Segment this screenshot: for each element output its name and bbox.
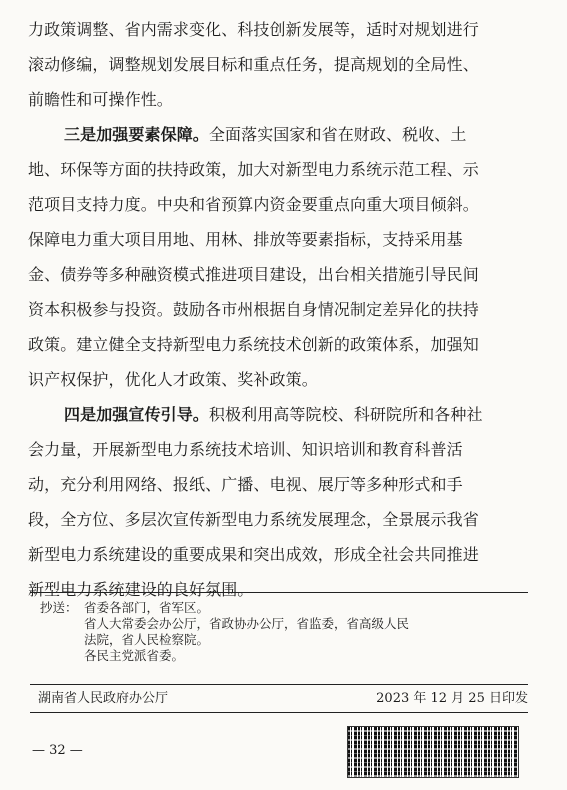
text-line: 政策。建立健全支持新型电力系统技术创新的政策体系，加强知 (28, 335, 479, 354)
text-line: 金、债券等多种融资模式推进项目建设，出台相关措施引导民间 (28, 265, 479, 284)
cc-recipients: 省人大常委会办公厅，省政协办公厅，省监委，省高级人民 (84, 616, 410, 631)
issuer-bottom-rule (30, 712, 528, 713)
text-line: 资本积极参与投资。鼓励各市州根据自身情况制定差异化的扶持 (28, 300, 479, 319)
text-line: 前瞻性和可操作性。 (28, 90, 173, 109)
issuer-row (38, 690, 528, 708)
text-line: 力政策调整、省内需求变化、科技创新发展等，适时对规划进行 (28, 20, 479, 39)
text-line: 滚动修编，调整规划发展目标和重点任务，提高规划的全局性、 (28, 55, 479, 74)
issuer-name: 湖南省人民政府办公厅 (38, 691, 169, 706)
text-line: 新型电力系统建设的良好氛围。 (28, 580, 254, 599)
paragraph-text: 全面落实国家和省在财政、税收、土 (208, 125, 467, 144)
cc-recipients: 省委各部门，省军区。 (84, 600, 210, 615)
paragraph-lead: 三是加强要素保障。 (64, 125, 209, 144)
barcode-image (347, 726, 519, 778)
issue-date: 2023 年 12 月 25 日印发 (376, 691, 528, 706)
paragraph-text: 积极利用高等院校、科研院所和各种社 (208, 405, 483, 424)
cc-recipients: 各民主党派省委。 (84, 648, 185, 663)
text-line: 范项目支持力度。中央和省预算内资金要重点向重大项目倾斜。 (28, 195, 479, 214)
body-text (28, 12, 538, 607)
page-number: — 32 — (32, 743, 83, 758)
text-line: 识产权保护，优化人才政策、奖补政策。 (28, 370, 318, 389)
text-line: 地、环保等方面的扶持政策，加大对新型电力系统示范工程、示 (28, 160, 479, 179)
text-line: 新型电力系统建设的重要成果和突出成效，形成全社会共同推进 (28, 545, 479, 564)
text-line: 段，全方位、多层次宣传新型电力系统发展理念，全景展示我省 (28, 510, 479, 529)
text-line: 保障电力重大项目用地、用林、排放等要素指标，支持采用基 (28, 230, 463, 249)
text-line: 动，充分利用网络、报纸、广播、电视、展厅等多种形式和手 (28, 475, 463, 494)
cc-label: 抄送： (40, 600, 78, 615)
paragraph-first-line (28, 117, 538, 152)
cc-block (40, 600, 520, 664)
cc-recipients: 法院，省人民检察院。 (84, 632, 210, 647)
cc-top-rule (30, 592, 528, 593)
paragraph-first-line (28, 397, 538, 432)
paragraph-lead: 四是加强宣传引导。 (64, 405, 209, 424)
text-line: 会力量，开展新型电力系统技术培训、知识培训和教育科普活 (28, 440, 463, 459)
issuer-top-rule (30, 684, 528, 685)
cc-line (40, 600, 520, 616)
